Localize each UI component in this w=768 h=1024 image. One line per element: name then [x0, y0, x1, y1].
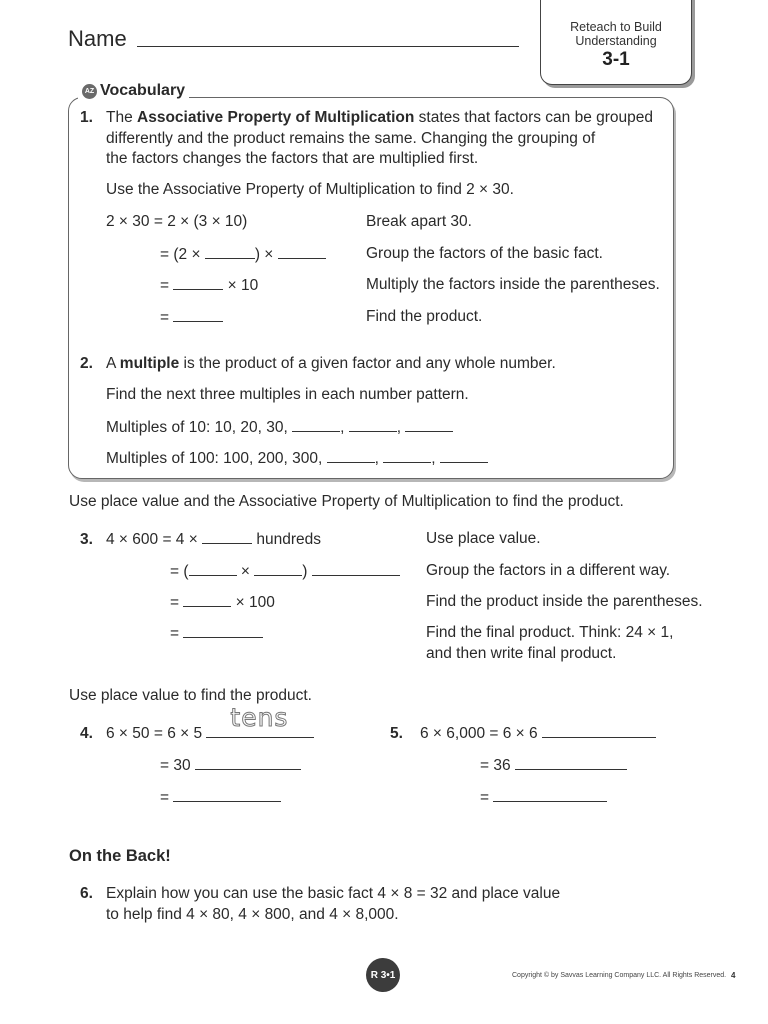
vocab-term: multiple: [119, 355, 180, 372]
answer-blank[interactable]: [278, 244, 326, 259]
item3-note2: Group the factors in a different way.: [426, 562, 671, 579]
item6-line2: to help find 4 × 80, 4 × 800, and 4 × 8,000.: [106, 906, 399, 923]
name-label: Name: [68, 26, 127, 51]
item1-instruction: Use the Associative Property of Multiplication to find 2 × 30.: [106, 181, 514, 198]
item6-line1: 6. Explain how you can use the basic fact 4 × 8 = 32 and place value: [80, 885, 561, 902]
item1-line1: 1. The Associative Property of Multiplication states that factors can be grouped: [80, 109, 654, 126]
step2-expression: = (2 × ) ×: [160, 244, 326, 265]
item-number: 4.: [80, 725, 93, 742]
step3-expression: = × 10: [160, 277, 259, 294]
on-the-back-title: On the Back!: [69, 847, 171, 865]
vocabulary-heading: [78, 82, 189, 100]
item3-note3: Find the product inside the parentheses.: [426, 593, 703, 610]
answer-blank[interactable]: [254, 561, 302, 576]
answer-blank[interactable]: [205, 244, 255, 259]
answer-blank[interactable]: [312, 561, 400, 576]
answer-blank[interactable]: [440, 448, 488, 463]
item-number: 3.: [80, 531, 93, 548]
answer-blank[interactable]: [173, 275, 223, 290]
answer-blank[interactable]: [195, 755, 301, 770]
vocab-term: Associative Property of Multiplication: [137, 109, 415, 126]
step2-note: Group the factors of the basic fact.: [366, 245, 603, 262]
item-number: 5.: [390, 725, 403, 742]
item3-note1: Use place value.: [426, 530, 541, 547]
answer-blank[interactable]: [383, 448, 431, 463]
item5-line2: = 36: [480, 755, 627, 776]
item1-line2: differently and the product remains the same. Changing the grouping of: [106, 130, 596, 147]
answer-blank[interactable]: [206, 703, 314, 738]
item3-line1: 3. 4 × 600 = 4 × hundreds: [80, 531, 322, 548]
lesson-tab: [540, 0, 692, 85]
step1-expression: 2 × 30 = 2 × (3 × 10): [106, 213, 248, 230]
item4-line1: 4. 6 × 50 = 6 × 5 tens: [80, 723, 314, 744]
answer-blank[interactable]: [173, 307, 223, 322]
answer-blank[interactable]: [515, 755, 627, 770]
answer-blank[interactable]: [202, 529, 252, 544]
section-b-instruction: Use place value to find the product.: [69, 687, 312, 704]
item-number: 1.: [80, 109, 93, 126]
answer-blank[interactable]: [183, 623, 263, 638]
item5-line3: =: [480, 787, 607, 808]
answer-blank[interactable]: [189, 561, 237, 576]
item1-line3: the factors changes the factors that are multiplied first.: [106, 150, 479, 167]
item5-line1: 5. 6 × 6,000 = 6 × 6: [390, 723, 656, 744]
step4-note: Find the product.: [366, 308, 483, 325]
step1-note: Break apart 30.: [366, 213, 472, 230]
item3-line3: = × 100: [170, 594, 275, 611]
item3-note4-line2: and then write final product.: [426, 645, 617, 662]
handwritten-answer: tens: [230, 703, 289, 732]
section-a-instruction: Use place value and the Associative Property of Multiplication to find the product.: [69, 493, 624, 510]
answer-blank[interactable]: [327, 448, 375, 463]
answer-blank[interactable]: [183, 592, 231, 607]
lesson-subtitle: Reteach to Build Understanding: [570, 20, 662, 48]
answer-blank[interactable]: [405, 417, 453, 432]
multiples-of-100-row: Multiples of 100: 100, 200, 300, , ,: [106, 448, 488, 469]
item2-instruction: Find the next three multiples in each number pattern.: [106, 386, 469, 403]
item3-note4-line1: Find the final product. Think: 24 × 1,: [426, 624, 674, 641]
answer-blank[interactable]: [173, 787, 281, 802]
answer-blank[interactable]: [542, 723, 656, 738]
step4-expression: =: [160, 307, 223, 328]
copyright-text: Copyright © by Savvas Learning Company LLC. All Rights Reserved.: [512, 972, 727, 979]
az-icon: AZ: [82, 84, 97, 99]
step3-note: Multiply the factors inside the parentheses.: [366, 276, 660, 293]
answer-blank[interactable]: [349, 417, 397, 432]
item4-line2: = 30: [160, 755, 301, 776]
item-number: 2.: [80, 355, 93, 372]
item-number: 6.: [80, 885, 93, 902]
item3-line2: = ( × ): [170, 561, 400, 582]
lesson-number: 3-1: [602, 49, 630, 70]
lesson-badge: R 3•1: [366, 958, 400, 992]
multiples-of-10-row: Multiples of 10: 10, 20, 30, , ,: [106, 417, 453, 438]
item2-line1: 2. A multiple is the product of a given factor and any whole number.: [80, 355, 556, 372]
item4-line3: =: [160, 787, 281, 808]
item3-line4: =: [170, 623, 263, 644]
name-line[interactable]: [137, 46, 519, 47]
page-number: 4: [731, 971, 736, 980]
answer-blank[interactable]: [292, 417, 340, 432]
answer-blank[interactable]: [493, 787, 607, 802]
vocabulary-title: Vocabulary: [100, 82, 186, 99]
